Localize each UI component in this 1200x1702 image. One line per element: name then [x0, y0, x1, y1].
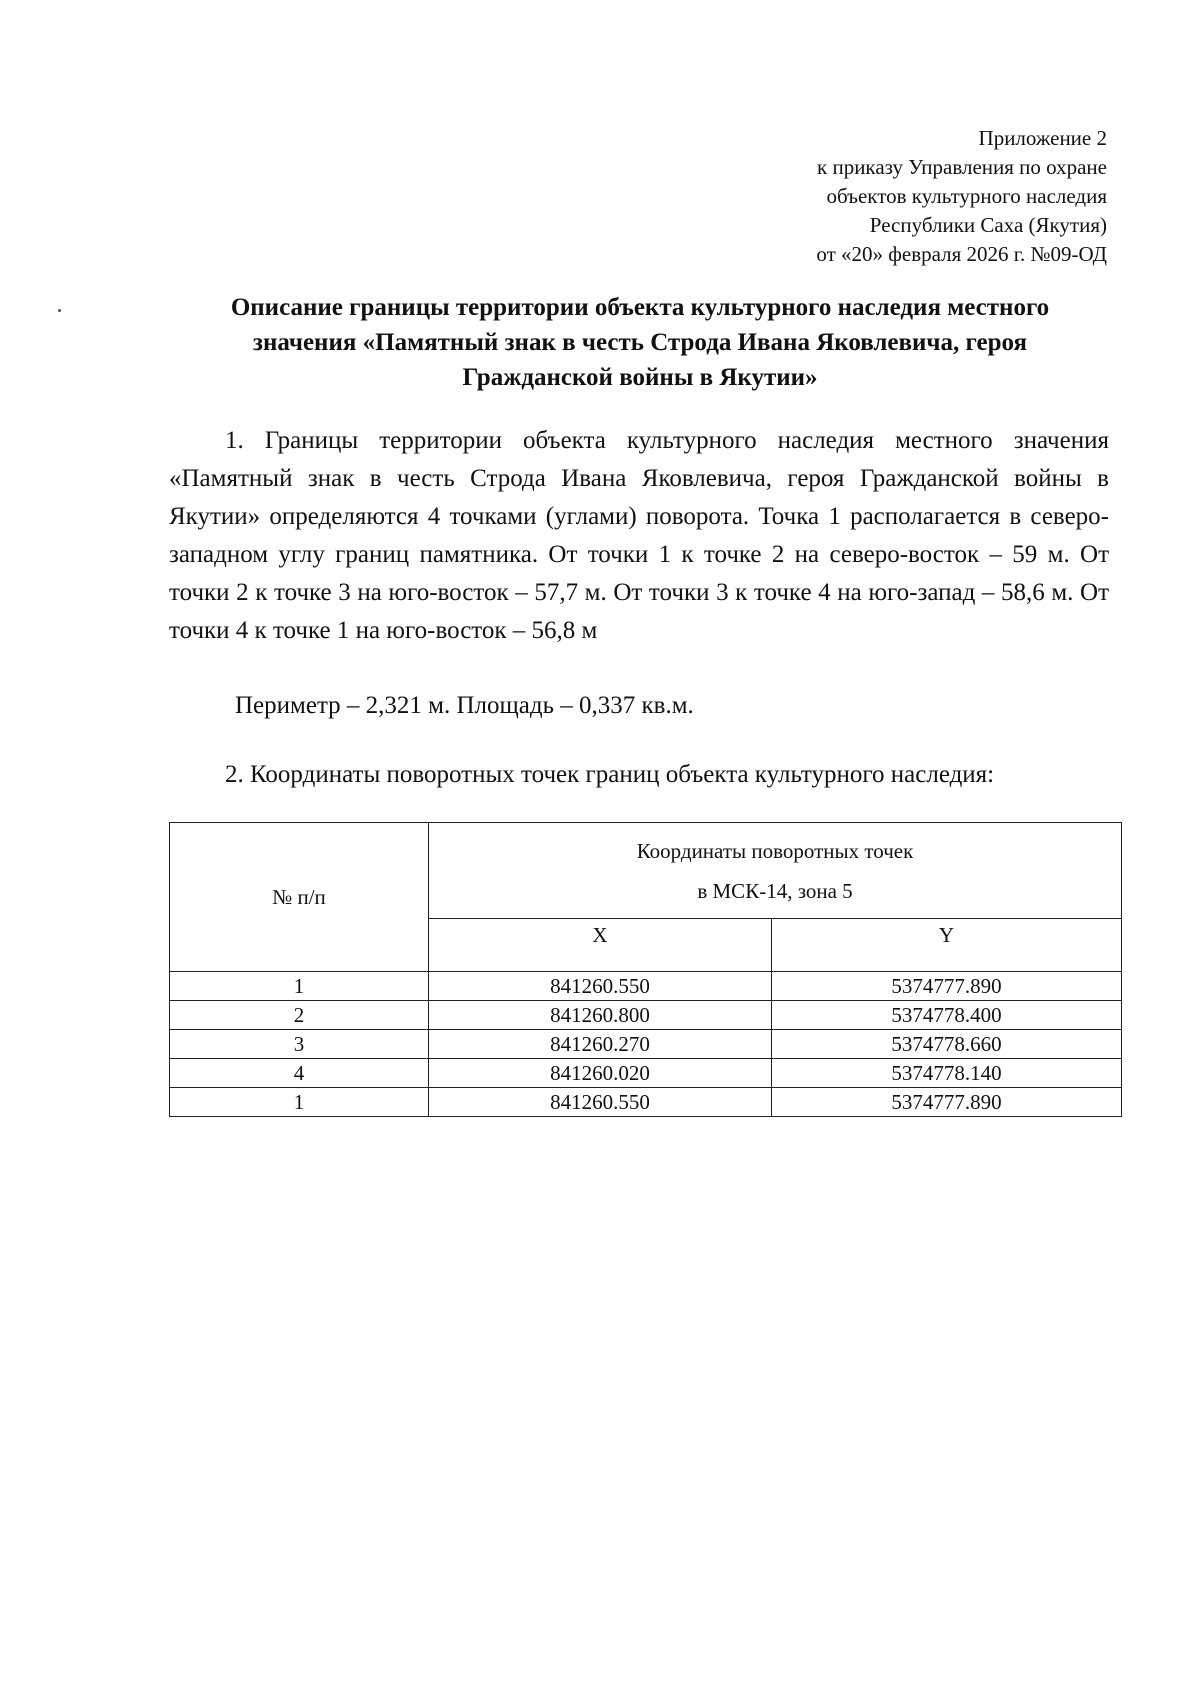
section-1-paragraph: 1. Границы территории объекта культурного наследия местного значения «Памятный знак в честь Строда Ивана Яковлевича, героя Гражданской войны в Якутии» определяются 4 точками (углами) поворота. Точка 1 располагается в северо-западном углу границ памятника. От точки 1 к точке 2 на северо-восток – 59 м. От точки 2 к точке 3 на юго-восток – 57,7 м. От точки 3 к точке 4 на юго-запад – 58,6 м. От точки 4 к точке 1 на юго-восток – 56,8 м — [169, 427, 1109, 644]
coordinates-table — [169, 822, 1122, 1117]
cell-x: 841260.550 — [429, 972, 772, 1001]
approval-line-3: объектов культурного наследия — [826, 184, 1107, 208]
cell-x: 841260.270 — [429, 1030, 772, 1059]
cell-x: 841260.020 — [429, 1059, 772, 1088]
cell-y: 5374777.890 — [772, 1088, 1122, 1117]
table-row — [170, 1001, 1122, 1030]
cell-y: 5374778.660 — [772, 1030, 1122, 1059]
approval-line-5: от «20» февраля 2026 г. №09-ОД — [816, 242, 1107, 266]
cell-y: 5374777.890 — [772, 972, 1122, 1001]
table-header-row — [170, 823, 1122, 919]
cell-y: 5374778.400 — [772, 1001, 1122, 1030]
header-y: Y — [772, 919, 1122, 972]
table-row — [170, 1088, 1122, 1117]
cell-x: 841260.800 — [429, 1001, 772, 1030]
cell-number: 3 — [170, 1030, 429, 1059]
approval-line-2: к приказу Управления по охране — [817, 155, 1107, 179]
title-line-2: значения «Памятный знак в честь Строда Ивана Яковлевича, героя — [252, 329, 1028, 356]
header-number: № п/п — [170, 823, 429, 972]
scan-dot-mark — [58, 309, 61, 312]
header-group-line-2: в МСК-14, зона 5 — [697, 878, 853, 903]
header-group-line-1: Координаты поворотных точек — [636, 838, 914, 863]
header-x: X — [429, 919, 772, 972]
cell-number: 4 — [170, 1059, 429, 1088]
approval-line-4: Республики Саха (Якутия) — [869, 213, 1107, 237]
approval-block — [547, 124, 1107, 269]
table-row — [170, 1059, 1122, 1088]
table-row — [170, 1030, 1122, 1059]
header-coordinates-group — [429, 823, 1122, 919]
title-line-3: Гражданской войны в Якутии» — [462, 364, 818, 391]
title-line-1: Описание границы территории объекта культурного наследия местного — [230, 294, 1050, 321]
cell-number: 2 — [170, 1001, 429, 1030]
cell-y: 5374778.140 — [772, 1059, 1122, 1088]
cell-number: 1 — [170, 972, 429, 1001]
cell-x: 841260.550 — [429, 1088, 772, 1117]
table-row — [170, 972, 1122, 1001]
perimeter-area-line: Периметр – 2,321 м. Площадь – 0,337 кв.м. — [235, 692, 694, 719]
approval-line-1: Приложение 2 — [978, 126, 1107, 150]
section-2-heading: 2. Координаты поворотных точек границ объекта культурного наследия: — [225, 761, 995, 788]
cell-number: 1 — [170, 1088, 429, 1117]
document-title — [160, 290, 1120, 395]
